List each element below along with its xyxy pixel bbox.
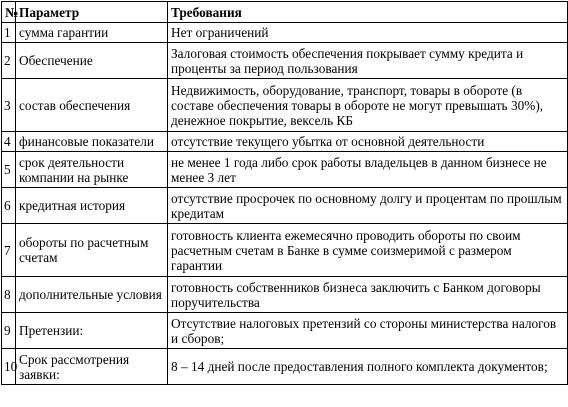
table-row <box>2 349 568 385</box>
row-req: отсутствие текущего убытка от основной деятельности <box>168 132 568 152</box>
row-req: отсутствие просрочек по основному долгу и процентам по прошлым кредитам <box>168 188 568 224</box>
row-req: не менее 1 года либо срок работы владельцев в данном бизнесе не менее 3 лет <box>168 152 568 188</box>
row-param: Обеспечение <box>16 43 168 79</box>
row-param: кредитная история <box>16 188 168 224</box>
row-num: 3 <box>2 79 16 132</box>
row-num: 8 <box>2 277 16 313</box>
requirements-table <box>1 1 568 385</box>
row-param: финансовые показатели <box>16 132 168 152</box>
row-param: дополнительные условия <box>16 277 168 313</box>
row-req: Нет ограничений <box>168 23 568 43</box>
row-req: 8 – 14 дней после предоставления полного комплекта документов; <box>168 349 568 385</box>
row-param: сумма гарантии <box>16 23 168 43</box>
table-row <box>2 23 568 43</box>
row-num: 1 <box>2 23 16 43</box>
table-row <box>2 224 568 277</box>
row-num: 2 <box>2 43 16 79</box>
row-num: 6 <box>2 188 16 224</box>
table-row <box>2 132 568 152</box>
row-req: Недвижимость, оборудование, транспорт, товары в обороте (в составе обеспечения товары в обороте не могут превышать 30%), денежное покрытие, вексель КБ <box>168 79 568 132</box>
row-param: Срок рассмотрения заявки: <box>16 349 168 385</box>
table-row <box>2 313 568 349</box>
table-body <box>2 23 568 385</box>
table-row <box>2 188 568 224</box>
row-num: 5 <box>2 152 16 188</box>
row-param: срок деятельности компании на рынке <box>16 152 168 188</box>
row-num: 7 <box>2 224 16 277</box>
row-req: Залоговая стоимость обеспечения покрывает сумму кредита и проценты за период пользования <box>168 43 568 79</box>
row-req: готовность клиента ежемесячно проводить обороты по своим расчетным счетам в Банке в сумме соизмеримой с размером гарантии <box>168 224 568 277</box>
row-param: состав обеспечения <box>16 79 168 132</box>
row-req: Отсутствие налоговых претензий со стороны министерства налогов и сборов; <box>168 313 568 349</box>
table-header-row <box>2 2 568 23</box>
row-num: 10 <box>2 349 16 385</box>
table-row <box>2 152 568 188</box>
header-req: Требования <box>168 2 568 23</box>
header-param: Параметр <box>16 2 168 23</box>
row-param: обороты по расчетным счетам <box>16 224 168 277</box>
row-num: 4 <box>2 132 16 152</box>
header-num: № <box>2 2 16 23</box>
row-req: готовность собственников бизнеса заключить с Банком договоры поручительства <box>168 277 568 313</box>
row-param: Претензии: <box>16 313 168 349</box>
table-row <box>2 79 568 132</box>
row-num: 9 <box>2 313 16 349</box>
table-row <box>2 43 568 79</box>
table-row <box>2 277 568 313</box>
